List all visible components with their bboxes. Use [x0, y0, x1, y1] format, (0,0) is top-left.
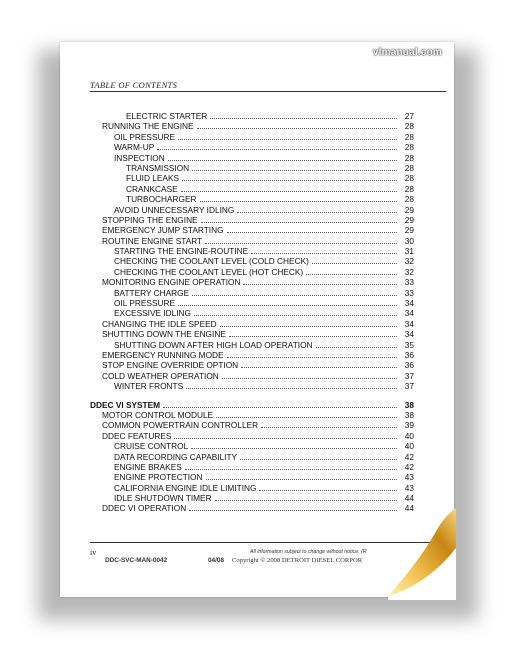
- toc-entry-page: 33: [404, 277, 414, 288]
- toc-entry[interactable]: [90, 420, 414, 430]
- toc-entry-page: 29: [404, 204, 414, 215]
- toc-dot-leader: [192, 163, 397, 171]
- toc-entry-page: 30: [404, 235, 414, 246]
- toc-entry[interactable]: [90, 410, 414, 420]
- toc-entry[interactable]: [90, 319, 414, 329]
- toc-entry[interactable]: [90, 236, 414, 246]
- toc-entry-page: 43: [404, 482, 414, 493]
- toc-entry-page: 34: [404, 298, 414, 309]
- toc-entry-label: EMERGENCY JUMP STARTING: [102, 225, 224, 236]
- toc-entry-page: 33: [404, 287, 414, 298]
- toc-entry-label: CALIFORNIA ENGINE IDLE LIMITING: [114, 482, 257, 493]
- toc-dot-leader: [237, 205, 397, 213]
- toc-dot-leader: [185, 462, 397, 470]
- toc-entry-page: 40: [404, 430, 414, 441]
- toc-dot-leader: [227, 225, 397, 233]
- toc-entry[interactable]: [90, 503, 414, 513]
- toc-entry-page: 32: [404, 266, 414, 277]
- toc-entry-label: CHECKING THE COOLANT LEVEL (COLD CHECK): [114, 256, 309, 267]
- toc-entry[interactable]: [90, 205, 414, 215]
- toc-entry-label: TRANSMISSION: [126, 162, 190, 173]
- footer-date: 04/08: [208, 557, 224, 564]
- toc-entry[interactable]: [90, 121, 414, 131]
- toc-entry[interactable]: [90, 215, 414, 225]
- toc-entry-page: 27: [404, 111, 414, 121]
- toc-dot-leader: [306, 267, 397, 275]
- table-of-contents: [90, 111, 414, 514]
- toc-dot-leader: [259, 483, 397, 491]
- toc-entry-page: 44: [404, 503, 414, 514]
- toc-entry-page: 28: [404, 162, 414, 173]
- toc-dot-leader: [157, 142, 397, 150]
- toc-dot-leader: [210, 111, 397, 119]
- toc-entry-page: 42: [404, 461, 414, 472]
- toc-entry[interactable]: [90, 111, 414, 121]
- toc-dot-leader: [186, 381, 397, 389]
- toc-entry-label: MOTOR CONTROL MODULE: [102, 409, 214, 420]
- toc-entry-label: COLD WEATHER OPERATION: [102, 370, 219, 381]
- toc-entry[interactable]: [90, 194, 414, 204]
- toc-dot-leader: [241, 360, 397, 368]
- toc-entry-page: 28: [404, 173, 414, 184]
- toc-entry[interactable]: [90, 472, 414, 482]
- toc-dot-leader: [215, 493, 397, 501]
- toc-entry-label: CHANGING THE IDLE SPEED: [102, 318, 217, 329]
- toc-dot-leader: [178, 132, 397, 140]
- toc-entry-label: AVOID UNNECESSARY IDLING: [114, 204, 235, 215]
- toc-dot-leader: [222, 371, 397, 379]
- toc-entry-label: DDEC VI OPERATION: [102, 503, 187, 514]
- toc-dot-leader: [191, 441, 397, 449]
- toc-dot-leader: [200, 194, 397, 202]
- toc-entry[interactable]: [90, 308, 414, 318]
- toc-dot-leader: [261, 420, 397, 428]
- toc-entry-page: 36: [404, 360, 414, 371]
- toc-dot-leader: [197, 121, 397, 129]
- toc-entry-page: 28: [404, 194, 414, 205]
- page-curl-icon: [380, 508, 458, 600]
- toc-entry-page: 29: [404, 225, 414, 236]
- toc-entry-label: ENGINE PROTECTION: [114, 472, 203, 483]
- toc-entry-label: CRUISE CONTROL: [114, 441, 189, 452]
- toc-entry[interactable]: [90, 360, 414, 370]
- toc-entry-page: 28: [404, 121, 414, 132]
- toc-entry-page: 43: [404, 472, 414, 483]
- toc-entry-label: COMMON POWERTRAIN CONTROLLER: [102, 420, 259, 431]
- toc-entry-label: EXCESSIVE IDLING: [114, 308, 192, 319]
- toc-entry[interactable]: [90, 298, 414, 308]
- footer-copyright: Copyright © 2008 DETROIT DIESEL CORPOR: [232, 557, 363, 564]
- toc-entry[interactable]: [90, 483, 414, 493]
- toc-entry-label: DDEC FEATURES: [102, 430, 172, 441]
- toc-dot-leader: [220, 319, 397, 327]
- toc-dot-leader: [181, 184, 397, 192]
- toc-entry-page: 28: [404, 152, 414, 163]
- toc-entry-label: DDEC VI SYSTEM: [90, 399, 161, 410]
- toc-entry[interactable]: [90, 246, 414, 256]
- toc-dot-leader: [201, 215, 397, 223]
- toc-entry-page: 44: [404, 493, 414, 504]
- toc-entry-label: RUNNING THE ENGINE: [102, 121, 194, 132]
- toc-entry[interactable]: [90, 256, 414, 266]
- toc-entry-label: STOP ENGINE OVERRIDE OPTION: [102, 360, 239, 371]
- toc-entry-page: 28: [404, 183, 414, 194]
- toc-entry-label: WARM-UP: [114, 142, 155, 153]
- toc-entry-label: STARTING THE ENGINE-ROUTINE: [114, 246, 249, 257]
- toc-entry[interactable]: [90, 462, 414, 472]
- toc-entry[interactable]: [90, 173, 414, 183]
- toc-entry-page: 39: [404, 420, 414, 431]
- toc-entry[interactable]: [90, 277, 414, 287]
- toc-entry[interactable]: [90, 132, 414, 142]
- toc-entry-page: 34: [404, 329, 414, 340]
- toc-entry-page: 32: [404, 256, 414, 267]
- toc-entry-page: 34: [404, 318, 414, 329]
- toc-entry[interactable]: [90, 267, 414, 277]
- toc-entry[interactable]: [90, 452, 414, 462]
- toc-entry-label: CHECKING THE COOLANT LEVEL (HOT CHECK): [114, 266, 304, 277]
- footer-notice: All information subject to change without notice. (R: [250, 549, 367, 555]
- toc-entry-label: IDLE SHUTDOWN TIMER: [114, 493, 212, 504]
- toc-dot-leader: [192, 288, 397, 296]
- toc-entry-page: 37: [404, 381, 414, 392]
- toc-dot-leader: [243, 277, 397, 285]
- toc-entry-label: SHUTTING DOWN THE ENGINE: [102, 329, 226, 340]
- toc-entry-page: 38: [404, 399, 414, 410]
- toc-entry-page: 35: [404, 339, 414, 350]
- toc-entry-page: 36: [404, 349, 414, 360]
- toc-entry[interactable]: [90, 163, 414, 173]
- page-title: TABLE OF CONTENTS: [90, 80, 178, 90]
- toc-entry-label: DATA RECORDING CAPABILITY: [114, 451, 238, 462]
- toc-dot-leader: [316, 340, 397, 348]
- toc-entry[interactable]: [90, 350, 414, 360]
- toc-dot-leader: [189, 503, 397, 511]
- toc-entry-page: 38: [404, 409, 414, 420]
- toc-entry-label: SHUTTING DOWN AFTER HIGH LOAD OPERATION: [114, 339, 313, 350]
- toc-entry[interactable]: [90, 184, 414, 194]
- toc-dot-leader: [251, 246, 397, 254]
- toc-entry[interactable]: [90, 381, 414, 391]
- toc-dot-leader: [163, 400, 397, 408]
- toc-dot-leader: [174, 431, 397, 439]
- toc-entry-label: ELECTRIC STARTER: [126, 111, 208, 121]
- toc-entry[interactable]: [90, 340, 414, 350]
- toc-dot-leader: [168, 153, 397, 161]
- toc-entry[interactable]: [90, 329, 414, 339]
- toc-entry-label: WINTER FRONTS: [114, 381, 184, 392]
- toc-dot-leader: [312, 256, 397, 264]
- toc-entry-label: ENGINE BRAKES: [114, 461, 182, 472]
- toc-entry-page: 37: [404, 370, 414, 381]
- toc-entry-page: 28: [404, 131, 414, 142]
- toc-entry-label: BATTERY CHARGE: [114, 287, 190, 298]
- watermark-logo: vlmanual.com: [372, 47, 442, 58]
- toc-entry-page: 34: [404, 308, 414, 319]
- toc-entry[interactable]: [90, 142, 414, 152]
- toc-entry[interactable]: [90, 441, 414, 451]
- toc-entry[interactable]: [90, 371, 414, 381]
- toc-dot-leader: [205, 236, 397, 244]
- toc-entry-label: ROUTINE ENGINE START: [102, 235, 203, 246]
- toc-dot-leader: [227, 350, 397, 358]
- footer-doc-code: DDC-SVC-MAN-0042: [105, 557, 168, 564]
- toc-entry-label: FLUID LEAKS: [126, 173, 180, 184]
- footer-page-number: iv: [90, 548, 97, 557]
- toc-entry[interactable]: [90, 153, 414, 163]
- toc-entry-page: 28: [404, 142, 414, 153]
- toc-dot-leader: [240, 452, 397, 460]
- toc-entry-label: INSPECTION: [114, 152, 165, 163]
- toc-entry-page: 29: [404, 214, 414, 225]
- toc-entry-label: EMERGENCY RUNNING MODE: [102, 349, 224, 360]
- toc-entry-label: CRANKCASE: [126, 183, 178, 194]
- toc-dot-leader: [216, 410, 397, 418]
- toc-entry-page: 31: [404, 246, 414, 257]
- toc-entry-label: OIL PRESSURE: [114, 131, 176, 142]
- toc-entry[interactable]: [90, 431, 414, 441]
- toc-entry[interactable]: [90, 288, 414, 298]
- toc-dot-leader: [229, 329, 397, 337]
- toc-entry-label: TURBOCHARGER: [126, 194, 197, 205]
- toc-entry-page: 40: [404, 441, 414, 452]
- toc-entry-label: MONITORING ENGINE OPERATION: [102, 277, 241, 288]
- toc-entry[interactable]: [90, 400, 414, 410]
- toc-entry[interactable]: [90, 225, 414, 235]
- toc-entry-label: STOPPING THE ENGINE: [102, 214, 198, 225]
- toc-entry[interactable]: [90, 493, 414, 503]
- toc-dot-leader: [178, 298, 397, 306]
- toc-dot-leader: [194, 308, 397, 316]
- toc-entry-label: OIL PRESSURE: [114, 298, 176, 309]
- toc-dot-leader: [182, 173, 397, 181]
- toc-entry-page: 42: [404, 451, 414, 462]
- header-divider: [90, 91, 446, 92]
- toc-dot-leader: [206, 472, 397, 480]
